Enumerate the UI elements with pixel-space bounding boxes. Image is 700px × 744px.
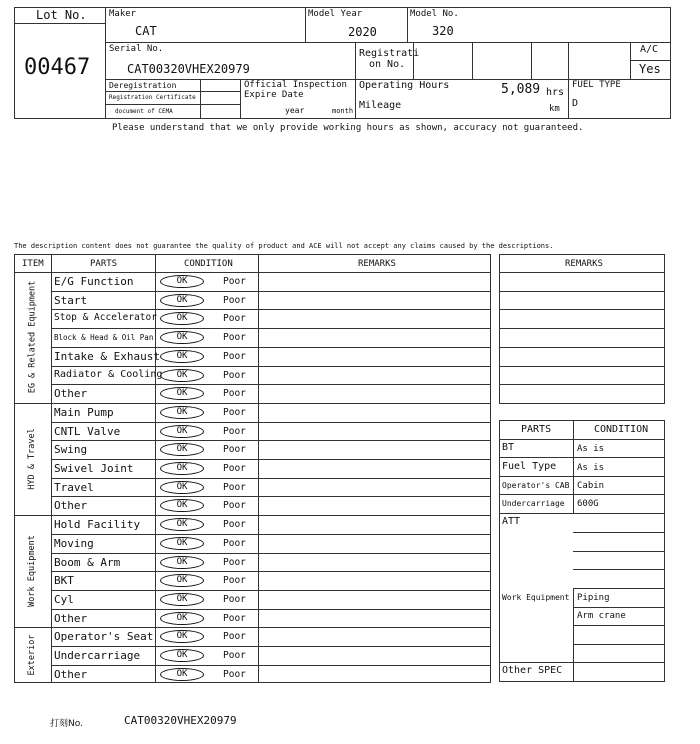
item-header: ITEM [22,259,44,269]
registration-certificate-label: Registration Certificate [109,94,196,101]
part-name: Other [54,667,88,681]
poor-option: Poor [223,575,246,587]
ok-circled-mark: OK [160,425,204,438]
spec-condition: As is [577,463,605,473]
model-no-label: Model No. [410,9,459,19]
ok-circled-mark: OK [160,668,204,681]
att-label: ATT [502,516,521,527]
spec-part: BT [502,442,515,453]
description-disclaimer: The description content does not guarantee the quality of product and ACE will not accept any claims caused by the descriptions. [14,242,554,250]
cema-label: document of CEMA [115,108,173,115]
spec-part: Undercarriage [502,499,565,508]
part-name: E/G Function [54,275,134,288]
lot-label: Lot No. [36,8,87,22]
part-name: Block & Head & Oil Pan [54,333,154,343]
part-name: Intake & Exhaust [54,349,160,363]
poor-option: Poor [223,406,246,418]
inspection-label-1: Official Inspection [244,80,347,90]
part-name: Radiator & Cooling [54,368,163,380]
operating-hours-value: 5,089 [501,82,541,97]
ac-value: Yes [639,62,661,76]
part-name: Other [54,611,88,625]
ok-circled-mark: OK [160,443,204,456]
poor-option: Poor [223,294,246,306]
ok-circled-mark: OK [160,312,204,325]
poor-option: Poor [223,276,246,287]
spec-condition: 600G [577,499,599,509]
poor-option: Poor [223,519,246,531]
spec-condition-header: CONDITION [594,424,649,435]
poor-option: Poor [223,444,246,456]
deregistration-label: Deregistration [109,81,177,90]
part-name: Stop & Accelerator [54,312,157,324]
work-equipment-value: Arm crane [577,611,626,621]
km-unit: km [549,104,560,114]
remarks-header: REMARKS [358,259,396,269]
poor-option: Poor [223,668,246,680]
poor-option: Poor [223,650,246,661]
ok-circled-mark: OK [160,462,204,475]
ok-circled-mark: OK [160,369,204,382]
model-year-value: 2020 [348,25,377,39]
ok-circled-mark: OK [160,331,204,344]
ok-circled-mark: OK [160,387,204,400]
poor-option: Poor [223,332,246,344]
poor-option: Poor [223,388,246,400]
other-spec-label: Other SPEC [502,665,563,676]
part-name: Hold Facility [54,518,141,532]
ok-circled-mark: OK [160,556,204,569]
poor-option: Poor [223,369,246,381]
poor-option: Poor [223,463,246,474]
inspection-label-2: Expire Date [244,90,304,100]
part-name: Cyl [54,592,74,606]
model-year-label: Model Year [308,9,363,19]
part-name: Undercarriage [54,649,141,662]
part-name: Swing [54,443,88,457]
ok-circled-mark: OK [160,518,204,531]
work-equipment-label: Work Equipment [502,593,570,602]
spec-condition: Cabin [577,481,605,491]
item-group-label: Exterior [26,634,37,676]
ok-circled-mark: OK [160,406,204,419]
spec-parts-header: PARTS [521,424,552,435]
poor-option: Poor [223,500,246,512]
item-group-label: EG & Related Equipment [27,281,38,394]
ok-circled-mark: OK [160,574,204,587]
ok-circled-mark: OK [160,499,204,512]
poor-option: Poor [223,481,246,493]
poor-option: Poor [223,631,246,643]
maker-label: Maker [109,9,137,19]
month-label: month [332,107,354,115]
ok-circled-mark: OK [160,612,204,625]
registration-label-2: on No. [369,59,406,70]
registration-label-1: Registrati [359,48,420,59]
ok-circled-mark: OK [160,481,204,494]
part-name: Other [54,387,88,401]
condition-header: CONDITION [184,259,233,269]
hours-disclaimer: Please understand that we only provide working hours as shown, accuracy not guaranteed. [112,123,584,133]
poor-option: Poor [223,537,246,549]
mileage-label: Mileage [359,100,402,111]
ok-circled-mark: OK [160,649,204,662]
part-name: Operator's Seat [54,630,154,644]
part-name: CNTL Valve [54,424,121,438]
part-name: Travel [54,480,94,494]
part-name: Swivel Joint [54,462,134,475]
part-name: BKT [54,574,74,588]
part-name: Main Pump [54,405,114,419]
side-remarks-header: REMARKS [565,259,603,269]
poor-option: Poor [223,350,246,362]
ok-circled-mark: OK [160,630,204,643]
part-name: Moving [54,536,94,550]
fuel-type-value: D [572,98,579,109]
ac-label: A/C [640,44,659,55]
year-label: year [285,106,305,115]
spec-condition: As is [577,444,605,454]
ok-circled-mark: OK [160,294,204,307]
spec-part: Operator's CAB [502,481,570,490]
lot-number: 00467 [24,55,91,80]
poor-option: Poor [223,313,246,325]
ok-circled-mark: OK [160,275,204,288]
parts-header: PARTS [90,259,118,269]
model-no-value: 320 [432,24,454,38]
side-remarks-box [499,254,665,404]
work-equipment-value: Piping [577,593,610,603]
poor-option: Poor [223,425,246,437]
maker-value: CAT [135,24,157,38]
fuel-type-label: FUEL TYPE [572,80,621,90]
part-name: Boom & Arm [54,555,121,569]
poor-option: Poor [223,556,246,568]
serial-label: Serial No. [109,44,164,54]
stamp-value: CAT00320VHEX20979 [124,714,237,727]
operating-hours-label: Operating Hours [359,80,450,91]
hours-unit: hrs [546,87,565,98]
serial-value: CAT00320VHEX20979 [127,62,250,76]
spec-part: Fuel Type [502,461,557,472]
poor-option: Poor [223,612,246,624]
item-group-label: Work Equipment [27,535,37,608]
ok-circled-mark: OK [160,537,204,550]
stamp-label: 打刻No. [50,719,83,729]
part-name: Start [54,293,88,307]
poor-option: Poor [223,593,246,605]
ok-circled-mark: OK [160,593,204,606]
ok-circled-mark: OK [160,350,204,363]
part-name: Other [54,499,88,513]
item-group-label: HYD & Travel [27,428,37,490]
